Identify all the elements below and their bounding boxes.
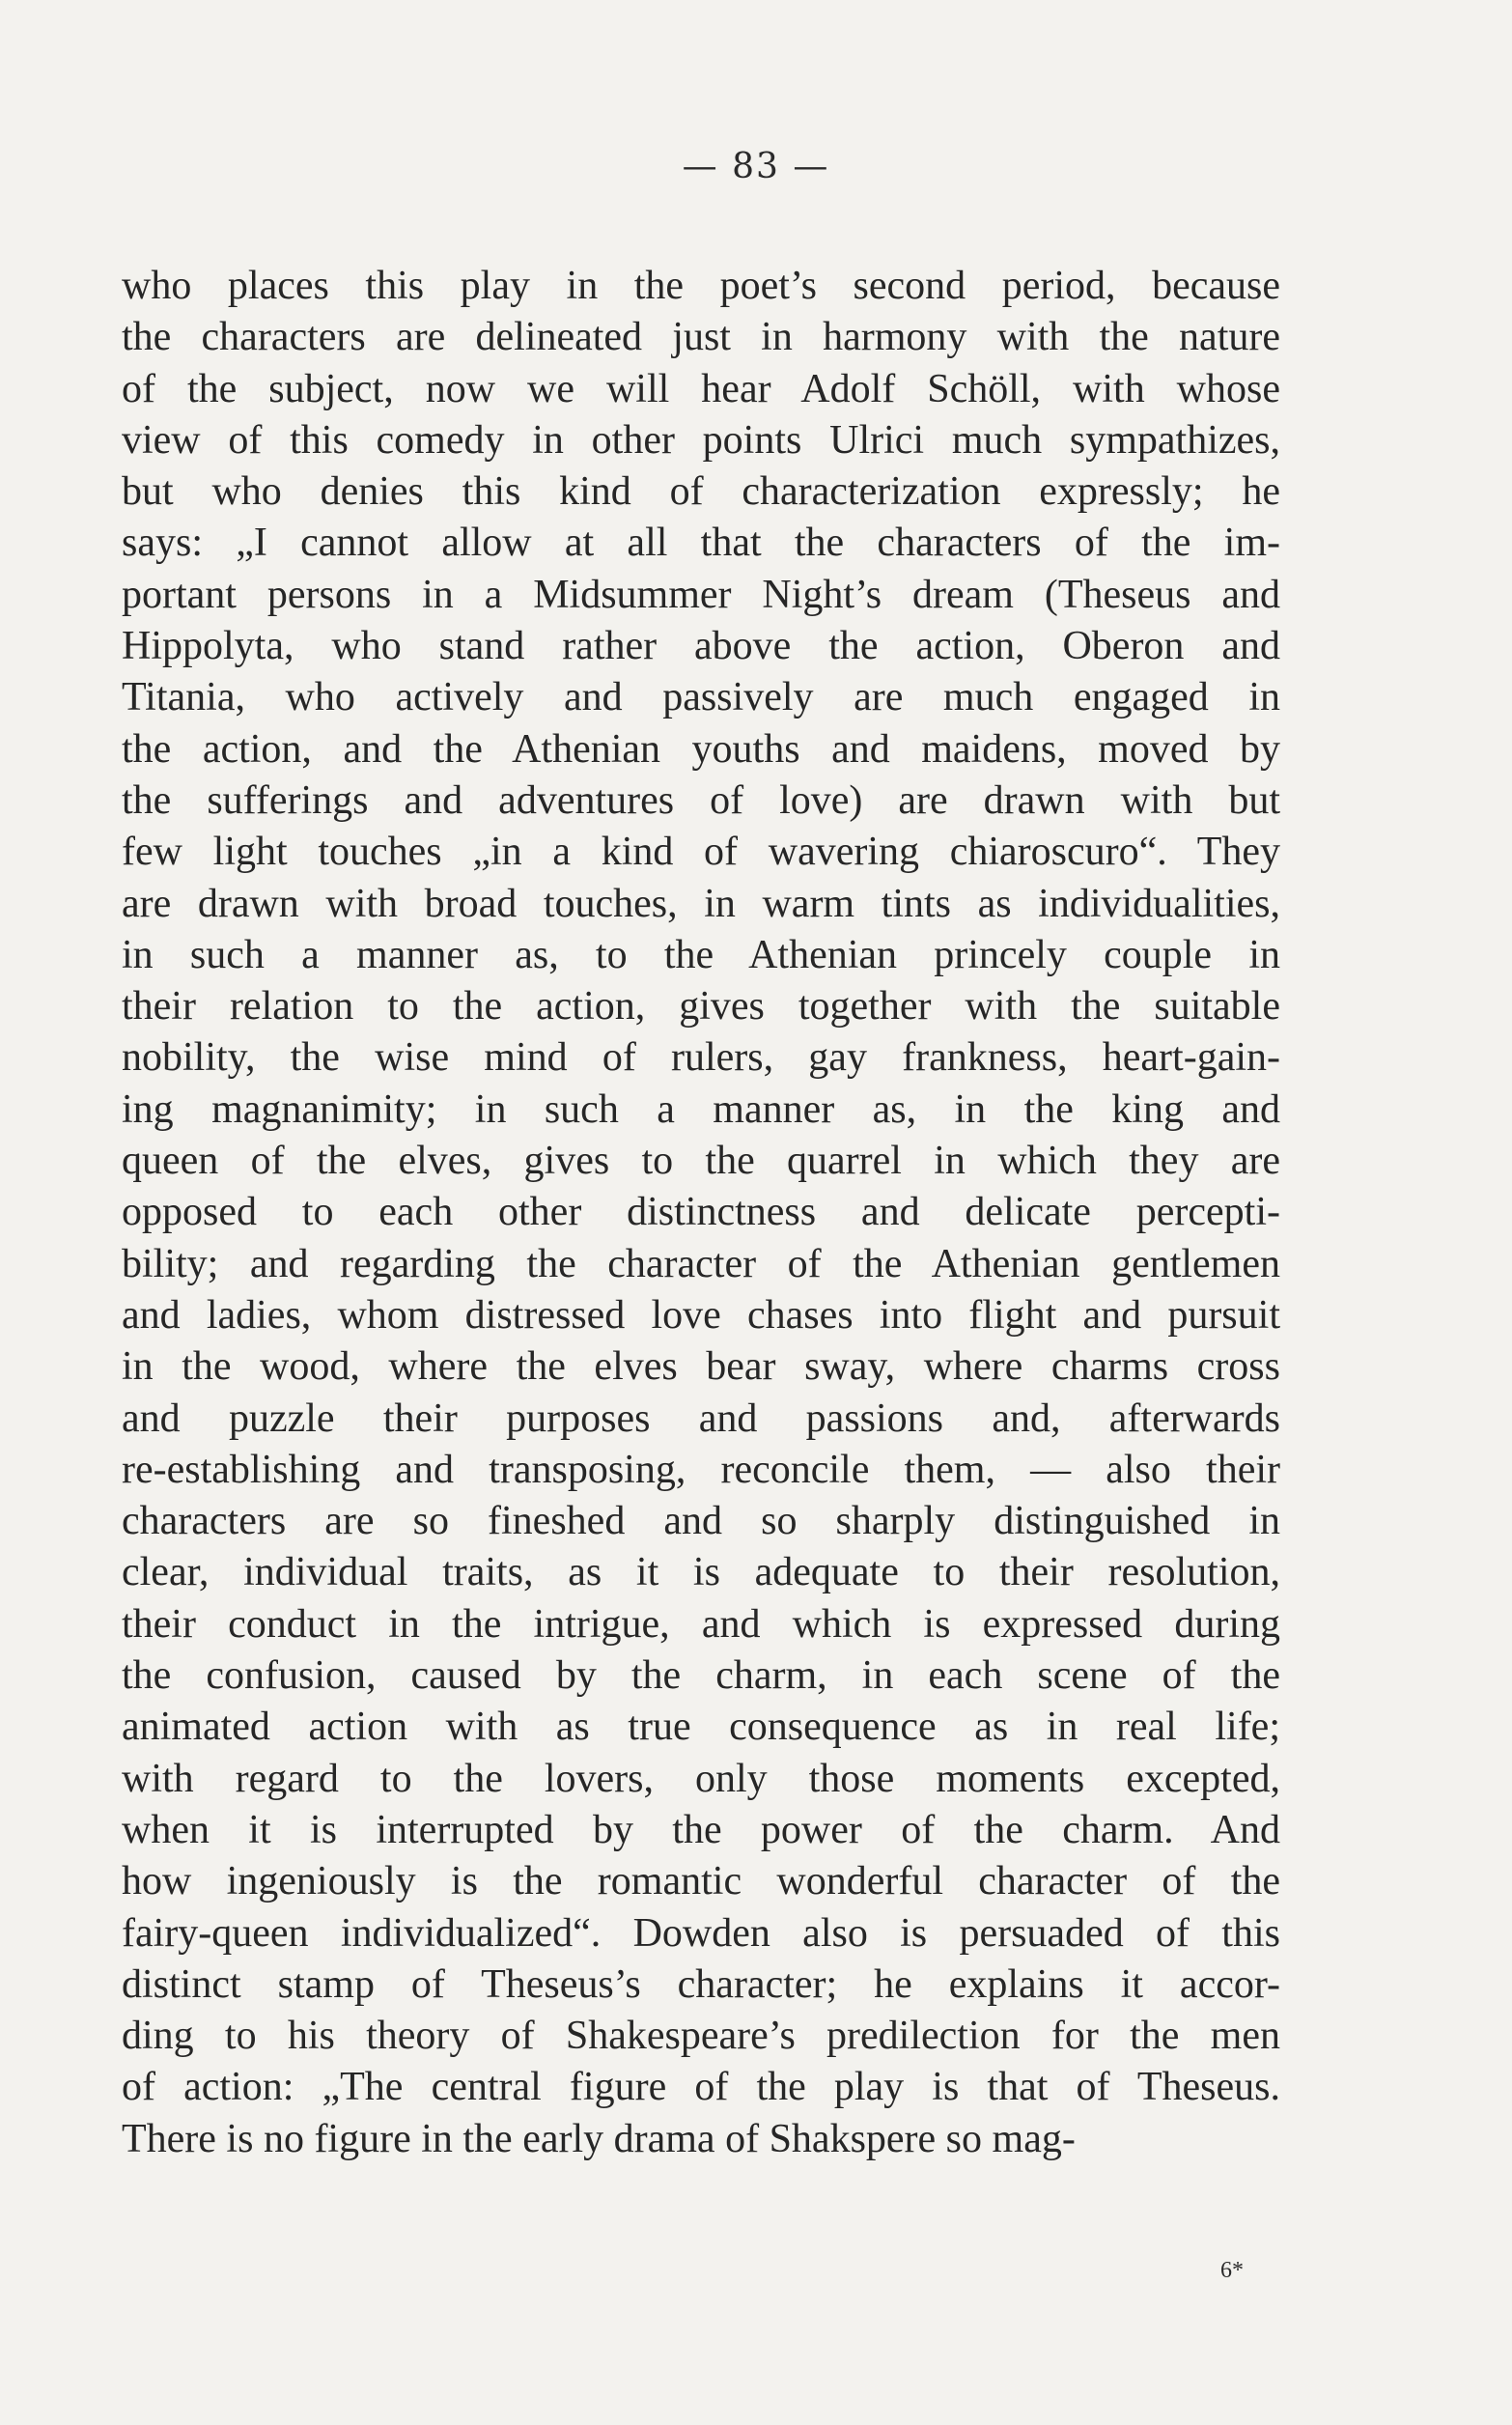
text-line: characters are so fineshed and so sharply distinguished in	[122, 1499, 1280, 1544]
text-line: the sufferings and adventures of love) are drawn with but	[122, 777, 1280, 823]
text-line: when it is interrupted by the power of the charm. And	[122, 1807, 1280, 1852]
text-line: the confusion, caused by the charm, in each scene of the	[122, 1653, 1280, 1699]
text-line: Titania, who actively and passively are much engaged in	[122, 675, 1280, 720]
text-line: few light touches „in a kind of wavering chiaroscuro“. They	[122, 830, 1280, 875]
text-line: view of this comedy in other points Ulrici much sympathizes,	[122, 417, 1280, 463]
text-line: re-establishing and transposing, reconcile them, — also their	[122, 1447, 1280, 1492]
text-line: ing magnanimity; in such a manner as, in the king and	[122, 1086, 1280, 1132]
text-line: the characters are delineated just in harmony with the nature	[122, 315, 1280, 360]
text-line: animated action with as true consequence as in real life;	[122, 1705, 1280, 1750]
text-line: says: „I cannot allow at all that the characters of the im-	[122, 521, 1280, 566]
text-line: There is no figure in the early drama of Shakspere so mag-	[122, 2116, 1076, 2161]
page-number-header: — 83 —	[682, 147, 830, 186]
text-line: and ladies, whom distressed love chases into flight and pursuit	[122, 1292, 1280, 1338]
text-line: of action: „The central figure of the play is that of Theseus.	[122, 2065, 1280, 2110]
text-line: how ingeniously is the romantic wonderful character of the	[122, 1859, 1280, 1904]
body-text	[122, 261, 1280, 2165]
text-line: clear, individual traits, as it is adequate to their resolution,	[122, 1550, 1280, 1595]
text-line: queen of the elves, gives to the quarrel in which they are	[122, 1139, 1280, 1184]
text-line: with regard to the lovers, only those moments excepted,	[122, 1756, 1280, 1801]
text-line: distinct stamp of Theseus’s character; he explains it accor-	[122, 1961, 1280, 2007]
text-line: their relation to the action, gives together with the suitable	[122, 984, 1280, 1029]
text-line: portant persons in a Midsummer Night’s dream (Theseus and	[122, 572, 1280, 617]
text-line: of the subject, now we will hear Adolf Schöll, with whose	[122, 366, 1280, 411]
text-line: in the wood, where the elves bear sway, where charms cross	[122, 1344, 1280, 1390]
text-line: fairy-queen individualized“. Dowden also is persuaded of this	[122, 1910, 1280, 1956]
text-line: nobility, the wise mind of rulers, gay frankness, heart-gain-	[122, 1035, 1280, 1081]
text-line: bility; and regarding the character of the Athenian gentlemen	[122, 1241, 1280, 1286]
text-line: who places this play in the poet’s second period, because	[122, 264, 1280, 308]
text-line: and puzzle their purposes and passions and, afterwards	[122, 1396, 1280, 1441]
text-line: opposed to each other distinctness and delicate percepti-	[122, 1190, 1280, 1235]
text-line: in such a manner as, to the Athenian princely couple in	[122, 932, 1280, 977]
text-line: but who denies this kind of characterization expressly; he	[122, 469, 1280, 515]
text-line: the action, and the Athenian youths and maidens, moved by	[122, 726, 1280, 772]
text-line: ding to his theory of Shakespeare’s predilection for the men	[122, 2014, 1280, 2059]
text-line: their conduct in the intrigue, and which is expressed during	[122, 1601, 1280, 1647]
text-line: are drawn with broad touches, in warm tints as individualities,	[122, 881, 1280, 926]
text-line: Hippolyta, who stand rather above the action, Oberon and	[122, 624, 1280, 669]
signature-mark: 6*	[1220, 2258, 1244, 2283]
